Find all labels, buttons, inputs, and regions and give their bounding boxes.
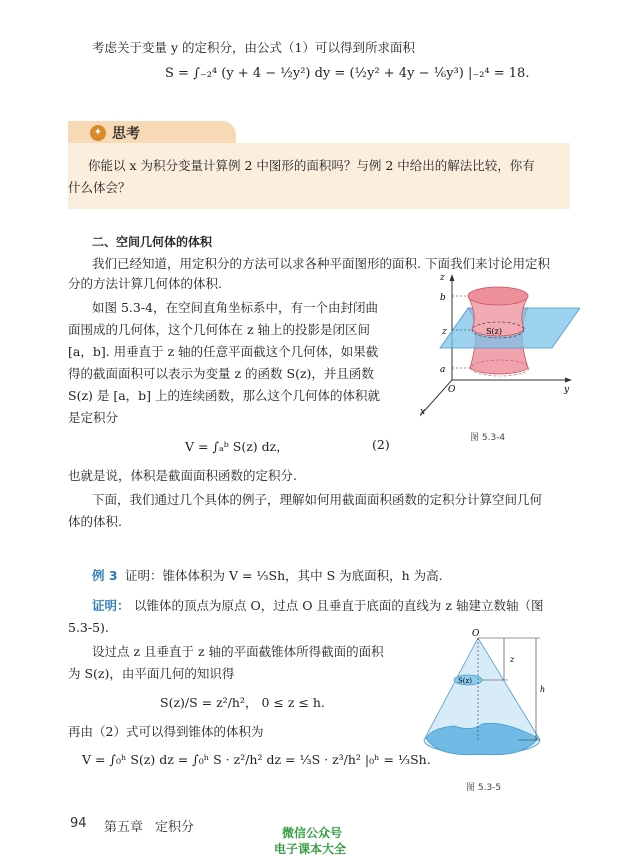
fig2-caption: 图 5.3-5: [466, 783, 502, 793]
para2-line-3: [a，b]. 用垂直于 z 轴的任意平面截这个几何体，如果截: [68, 344, 379, 359]
fig1-label-z-mark: z: [442, 327, 447, 337]
think-line-1: 你能以 x 为积分变量计算例 2 中图形的面积吗？与例 2 中给出的解法比较，你有: [88, 158, 535, 173]
fig2-label-z: z: [510, 655, 515, 664]
proof-line-1: 以锥体的顶点为原点 O，过点 O 且垂直于底面的直线为 z 轴建立数轴（图: [134, 598, 544, 613]
think-line-2: 什么体会？: [68, 180, 131, 195]
fig1-label-b: b: [440, 293, 446, 303]
think-box: [68, 143, 570, 209]
para1-line-1: 我们已经知道，用定积分的方法可以求各种平面图形的面积. 下面我们来讨论用定积: [92, 256, 550, 271]
example-label: 例 3: [92, 568, 118, 583]
proof-label: 证明：: [92, 598, 130, 613]
fig2-label-h: h: [540, 685, 546, 694]
formula-area: S = ∫₋₂⁴ (y + 4 − ½y²) dy = (½y² + 4y − ⅙y³) |₋₂⁴ = 18.: [165, 66, 530, 81]
lightbulb-icon: ✦: [90, 125, 106, 141]
figure-5-3-5: [412, 628, 572, 772]
fig1-label-a: a: [440, 365, 446, 375]
fig1-label-y: y: [564, 385, 570, 395]
para2-line-2: 面围成的几何体，这个几何体在 z 轴上的投影是闭区间: [68, 322, 371, 337]
example-text: 证明：锥体体积为 V = ⅓Sh，其中 S 为底面积，h 为高.: [125, 568, 443, 583]
para3: 也就是说，体积是截面面积函数的定积分.: [68, 468, 297, 483]
fig1-label-z: z: [440, 273, 445, 283]
fig1-caption: 图 5.3-4: [470, 433, 506, 443]
fig2-label-S: S(z): [458, 677, 472, 685]
para2-line-6: 是定积分: [68, 410, 119, 425]
para2-line-1: 如图 5.3-4，在空间直角坐标系中，有一个由封闭曲: [92, 300, 379, 315]
fig2-label-O: O: [472, 629, 480, 639]
proof-line-2: 5.3-5).: [68, 620, 109, 635]
watermark-line-1: 微信公众号: [282, 826, 343, 840]
fig1-label-O: O: [448, 385, 456, 395]
formula-volume: V = ∫ₐᵇ S(z) dz，: [185, 439, 289, 454]
fig1-label-S: S(z): [486, 327, 502, 336]
para2-line-5: S(z) 是 [a，b] 上的连续函数，那么这个几何体的体积就: [68, 388, 381, 403]
para4-line-1: 下面，我们通过几个具体的例子，理解如何用截面面积函数的定积分计算空间几何: [92, 492, 543, 507]
footer-chapter: 第五章: [104, 820, 144, 835]
fig1-label-x: x: [420, 407, 426, 417]
footer-title: 定积分: [155, 820, 195, 835]
proof-para-line-1: 设过点 z 且垂直于 z 轴的平面截锥体所得截面的面积: [92, 644, 384, 659]
proof-para-line-2: 为 S(z)，由平面几何的知识得: [68, 666, 235, 681]
formula-volume-number: (2): [372, 437, 390, 452]
section-title: 二、空间几何体的体积: [92, 235, 213, 249]
figure-5-3-4: [420, 268, 580, 428]
watermark-line-2: 电子课本大全: [274, 842, 347, 856]
para1-line-2: 分的方法计算几何体的体积.: [68, 276, 222, 291]
intro-line: 考虑关于变量 y 的定积分，由公式（1）可以得到所求面积: [92, 40, 415, 55]
then-line: 再由（2）式可以得到锥体的体积为: [68, 724, 264, 739]
para2-line-4: 得的截面面积可以表示为变量 z 的函数 S(z)，并且函数: [68, 366, 374, 381]
formula-ratio: S(z)/S = z²/h²， 0 ≤ z ≤ h.: [160, 695, 325, 710]
para4-line-2: 体的体积.: [68, 514, 122, 529]
think-title: 思考: [112, 126, 140, 142]
page-number: 94: [70, 816, 87, 831]
formula-cone: V = ∫₀ʰ S(z) dz = ∫₀ʰ S · z²/h² dz = ⅓S · z³/h² |₀ʰ = ⅓Sh.: [82, 752, 431, 767]
